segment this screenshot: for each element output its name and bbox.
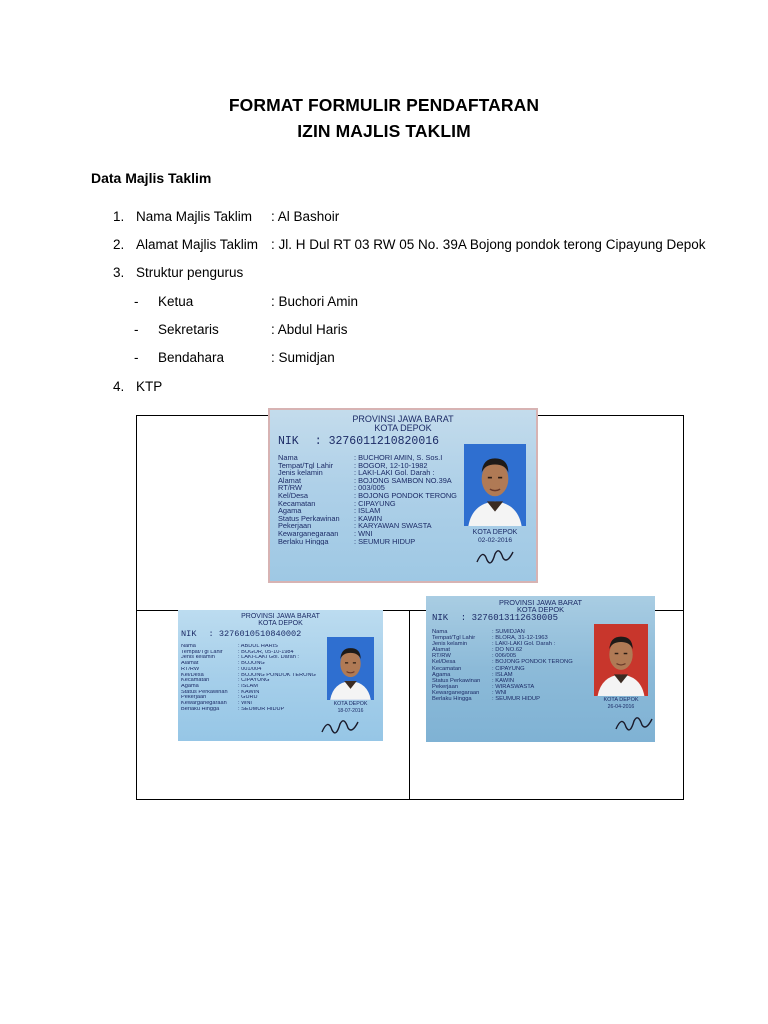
document-title-line-2: IZIN MAJLIS TAKLIM — [297, 121, 471, 141]
ktp-field-value: : KAWIN — [354, 514, 383, 523]
ktp-field-label: Alamat — [278, 476, 302, 485]
ktp-field-value: : WNI — [354, 529, 373, 538]
ktp-province: PROVINSI JAWA BARAT — [498, 598, 583, 607]
ktp-issued-date: 18-07-2016 — [337, 707, 364, 714]
ktp-fields — [432, 629, 573, 702]
ktp-field-row — [278, 462, 457, 470]
ktp-field-label: RT/RW — [278, 484, 302, 492]
ktp-field-label: Tempat/Tgl Lahir — [432, 635, 476, 642]
name-sekretaris: : Abdul Haris — [271, 322, 348, 337]
ktp-signature — [318, 714, 362, 741]
ktp-field-value: : CIPAYUNG — [492, 665, 525, 672]
ktp-field-label: Nama — [181, 644, 196, 649]
ktp-card-sekretaris — [178, 610, 383, 741]
ktp-fields — [278, 454, 457, 545]
item-number: 3. — [113, 265, 125, 280]
list-dash: - — [134, 294, 139, 309]
ktp-field-label: Agama — [181, 683, 199, 689]
ktp-field-value: : BOJONG SAMBON NO.39A — [354, 476, 452, 485]
ktp-field-label: Status Perkawinan — [181, 689, 228, 695]
ktp-issued-date: 02-02-2016 — [477, 537, 513, 545]
ktp-field-label: RT/RW — [181, 666, 200, 672]
ktp-nik-value: : 3276011210820016 — [314, 435, 440, 448]
ktp-field-label: Pekerjaan — [181, 695, 207, 701]
ktp-field-value: : 001/004 — [238, 666, 262, 672]
ktp-field-row — [432, 696, 573, 702]
ktp-nik-row — [181, 629, 301, 639]
ktp-field-value: : BUCHORI AMIN, S. Sos.I — [354, 454, 443, 462]
ktp-field-label: Pekerjaan — [278, 522, 312, 530]
ktp-field-row — [181, 707, 316, 713]
ktp-field-value: : BOJONG PONDOK TERONG — [492, 659, 573, 666]
ktp-card-ketua — [268, 408, 538, 583]
ktp-city: KOTA DEPOK — [258, 620, 303, 627]
list-dash: - — [134, 350, 139, 365]
ktp-field-value: : CIPAYUNG — [238, 678, 270, 684]
role-bendahara: Bendahara — [158, 350, 225, 365]
ktp-field-value: : GURU — [238, 695, 258, 701]
ktp-field-row — [278, 507, 457, 515]
item-number: 4. — [113, 379, 125, 394]
ktp-field-value: : LAKI-LAKI Gol. Darah : — [354, 469, 435, 477]
ktp-field-label: Kecamatan — [432, 665, 462, 672]
item-value-alamat: : Jl. H Dul RT 03 RW 05 No. 39A Bojong pondok terong Cipayung Depok — [271, 237, 706, 252]
ktp-field-value: : SEUMUR HIDUP — [492, 696, 540, 703]
ktp-photo — [464, 444, 526, 526]
ktp-field-row — [278, 538, 457, 546]
ktp-field-value: : BOGOR, 12-10-1982 — [354, 461, 428, 470]
ktp-field-value: : BOJONG PONDOK TERONG — [238, 672, 316, 678]
ktp-field-label: Tempat/Tgl Lahir — [278, 461, 334, 470]
ktp-field-label: Tempat/Tgl Lahir — [181, 649, 223, 655]
ktp-field-value: : SEUMUR HIDUP — [354, 537, 416, 546]
ktp-issued-date: 26-04-2016 — [607, 703, 635, 710]
ktp-field-row — [278, 469, 457, 477]
ktp-field-label: Nama — [278, 454, 298, 462]
ktp-issued-city: KOTA DEPOK — [472, 529, 518, 536]
ktp-field-label: Alamat — [432, 647, 451, 654]
name-bendahara: : Sumidjan — [271, 350, 335, 365]
role-sekretaris: Sekretaris — [158, 322, 219, 337]
item-number: 2. — [113, 237, 125, 252]
ktp-field-label: Nama — [432, 629, 448, 635]
ktp-field-label: Kewarganegaraan — [432, 689, 480, 696]
ktp-field-value: : SEUMUR HIDUP — [238, 706, 285, 712]
ktp-field-value: : ISLAM — [354, 507, 381, 515]
ktp-field-value: : WIRASWASTA — [492, 683, 535, 690]
ktp-field-value: : LAKI-LAKI Gol. Darah : — [492, 641, 556, 648]
ktp-field-value: : WNI — [238, 701, 252, 707]
ktp-field-label: Kel/Desa — [181, 672, 204, 678]
ktp-fields — [181, 644, 316, 712]
ktp-field-label: Berlaku Hingga — [432, 696, 472, 703]
item-label-struktur: Struktur pengurus — [136, 265, 244, 280]
ktp-card-bendahara — [426, 596, 655, 742]
ktp-nik-label: NIK — [432, 613, 449, 623]
ktp-field-value: : KAWIN — [492, 677, 515, 684]
ktp-field-label: Status Perkawinan — [278, 514, 340, 523]
ktp-photo — [594, 624, 648, 696]
ktp-field-value: : KARYAWAN SWASTA — [354, 522, 432, 530]
ktp-province: PROVINSI JAWA BARAT — [352, 414, 454, 424]
role-ketua: Ketua — [158, 294, 194, 309]
ktp-field-value: : BOJONG PONDOK TERONG — [354, 491, 457, 500]
ktp-issued-city: KOTA DEPOK — [333, 701, 368, 707]
ktp-field-value: : 006/005 — [492, 653, 517, 660]
ktp-city: KOTA DEPOK — [516, 605, 565, 615]
list-dash: - — [134, 322, 139, 337]
ktp-field-label: Alamat — [181, 661, 199, 667]
ktp-field-label: Jenis kelamin — [181, 655, 215, 661]
ktp-field-row — [278, 515, 457, 523]
ktp-field-label: RT/RW — [432, 653, 451, 660]
ktp-field-value: : LAKI-LAKI Gol. Darah : — [238, 655, 299, 661]
ktp-nik-label: NIK — [278, 435, 299, 448]
ktp-field-label: Kel/Desa — [432, 659, 456, 666]
ktp-field-value: : 003/005 — [354, 484, 385, 492]
ktp-field-label: Agama — [278, 507, 302, 515]
ktp-field-label: Jenis kelamin — [432, 641, 468, 648]
document-title-line-1: FORMAT FORMULIR PENDAFTARAN — [228, 95, 540, 115]
section-heading: Data Majlis Taklim — [91, 170, 212, 186]
ktp-field-value: : BLORA, 31-12-1963 — [492, 635, 548, 642]
ktp-field-value: : SUMIDJAN — [492, 629, 525, 635]
ktp-field-label: Jenis kelamin — [278, 469, 323, 477]
ktp-field-row — [278, 484, 457, 492]
ktp-table-column-divider — [409, 610, 410, 800]
ktp-nik-value: : 3276010510840002 — [208, 629, 302, 639]
ktp-field-value: : CIPAYUNG — [354, 499, 396, 508]
ktp-field-value: : WNI — [492, 689, 507, 696]
ktp-issued-city: KOTA DEPOK — [603, 697, 639, 703]
ktp-field-row — [278, 477, 457, 485]
ktp-field-value: : BOGOR, 05-10-1984 — [238, 649, 294, 655]
item-label-ktp: KTP — [136, 379, 163, 394]
ktp-field-value: : KAWIN — [238, 689, 260, 695]
item-number: 1. — [113, 209, 125, 224]
ktp-field-row — [278, 530, 457, 538]
ktp-field-row — [278, 492, 457, 500]
ktp-field-label: Kewarganegaraan — [278, 529, 339, 538]
ktp-field-label: Berlaku Hingga — [181, 706, 220, 712]
ktp-field-label: Kewarganegaraan — [181, 701, 227, 707]
item-label-alamat: Alamat Majlis Taklim — [136, 237, 259, 252]
ktp-field-label: Kel/Desa — [278, 491, 308, 500]
ktp-photo — [327, 637, 374, 700]
ktp-nik-value: : 3276013112630005 — [460, 613, 559, 623]
ktp-field-label: Agama — [432, 671, 451, 678]
ktp-nik-row — [432, 613, 558, 623]
ktp-field-label: Kecamatan — [181, 678, 210, 684]
ktp-signature — [612, 711, 655, 742]
ktp-field-label: Pekerjaan — [432, 683, 459, 690]
item-value-nama: : Al Bashoir — [271, 209, 340, 224]
ktp-signature — [473, 544, 517, 575]
name-ketua: : Buchori Amin — [271, 294, 359, 309]
ktp-nik-row — [278, 435, 439, 448]
ktp-province: PROVINSI JAWA BARAT — [241, 613, 320, 620]
ktp-field-value: : ABDUL HARIS — [238, 644, 278, 649]
ktp-field-row — [278, 500, 457, 508]
ktp-field-row — [278, 454, 457, 462]
ktp-field-label: Kecamatan — [278, 499, 316, 508]
ktp-field-row — [278, 522, 457, 530]
ktp-field-label: Berlaku Hingga — [278, 537, 329, 546]
ktp-field-value: : DO NO.62 — [492, 647, 523, 654]
ktp-nik-label: NIK — [181, 629, 197, 639]
ktp-field-value: : ISLAM — [238, 683, 258, 689]
ktp-field-value: : BOJONG — [238, 661, 265, 667]
ktp-field-label: Status Perkawinan — [432, 677, 481, 684]
item-label-nama: Nama Majlis Taklim — [136, 209, 253, 224]
ktp-field-value: : ISLAM — [492, 671, 513, 678]
ktp-city: KOTA DEPOK — [374, 423, 432, 433]
